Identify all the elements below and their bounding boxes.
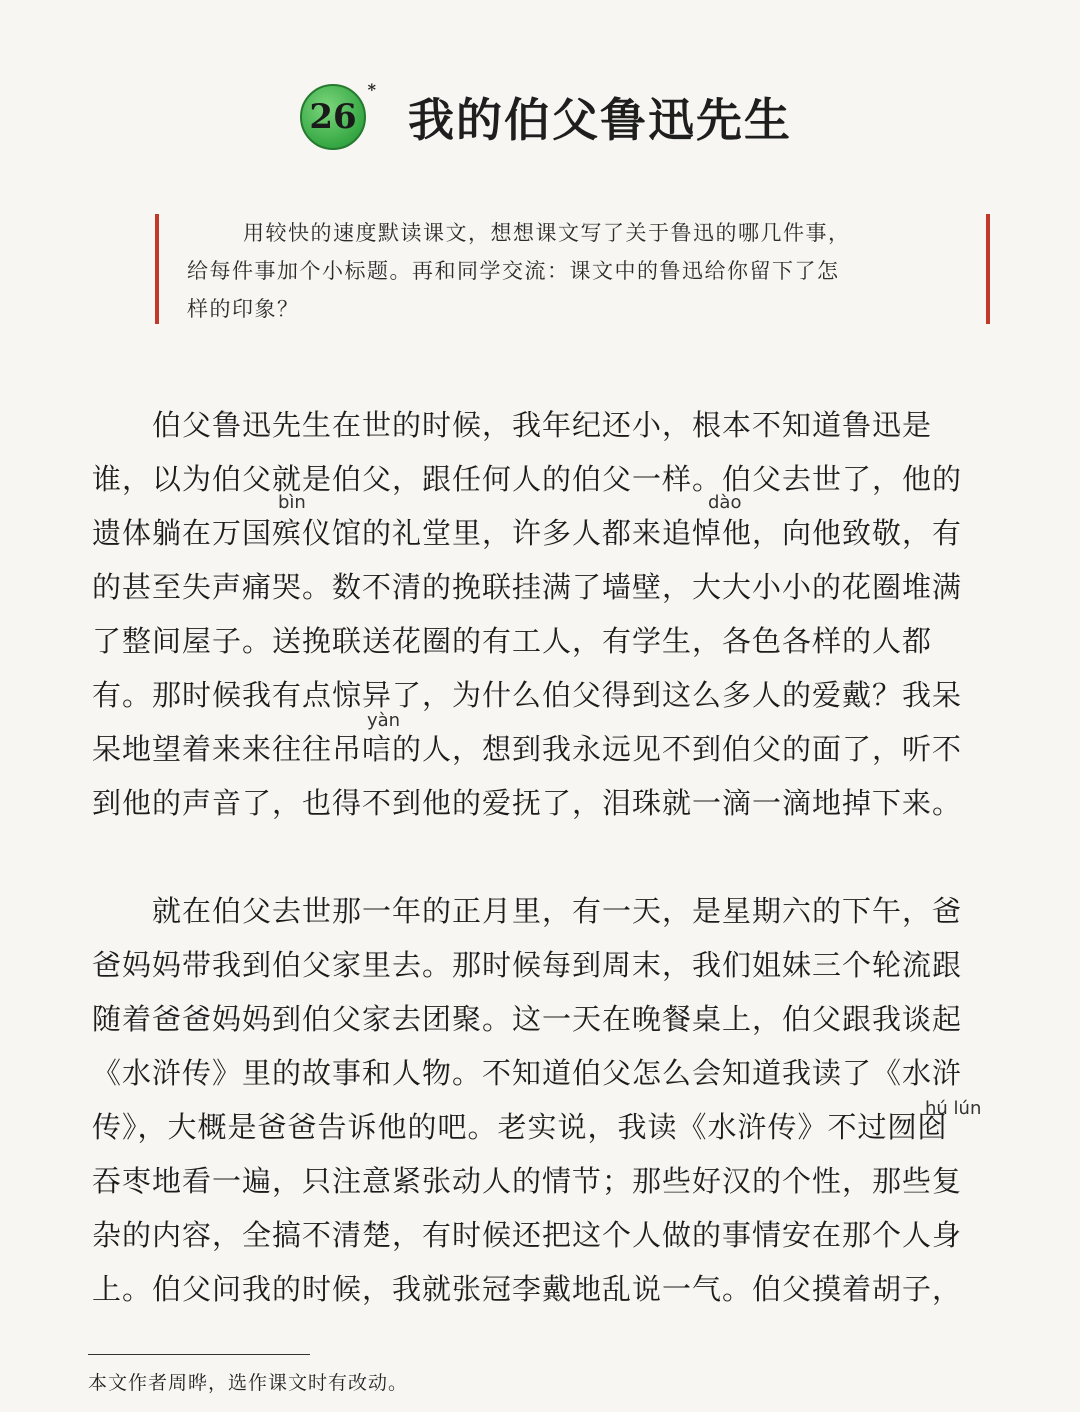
paragraph-2 [92, 884, 992, 1316]
text-line: 就在伯父去世那一年的正月里，有一天，是星期六的下午，爸 [152, 894, 963, 928]
text-line: 呆地望着来来往往吊唁的人，想到我永远见不到伯父的面了，听不 [92, 732, 963, 766]
lesson-title: 我的伯父鲁迅先生 [408, 93, 792, 147]
text-line: 到他的声音了，也得不到他的爱抚了，泪珠就一滴一滴地掉下来。 [92, 786, 963, 820]
text-line: 传》，大概是爸爸告诉他的吧。老实说，我读《水浒传》不过囫囵 [92, 1110, 948, 1144]
pinyin-bin: bìn [278, 492, 306, 513]
prompt-line: 用较快的速度默读课文，想想课文写了关于鲁迅的哪几件事， [243, 221, 851, 245]
prompt-right-bar [986, 214, 990, 324]
footnote-rule [88, 1354, 310, 1355]
lesson-number: 26 [309, 97, 357, 137]
reading-prompt-box [155, 214, 990, 324]
lesson-number-badge [300, 80, 376, 150]
pinyin-hulun: hú lún [925, 1098, 982, 1119]
prompt-left-bar [155, 214, 159, 324]
lesson-star: * [367, 80, 376, 99]
footnote: 本文作者周晔，选作课文时有改动。 [88, 1372, 409, 1394]
pinyin-yan: yàn [367, 710, 401, 731]
text-line: 有。那时候我有点惊异了，为什么伯父得到这么多人的爱戴？我呆 [92, 678, 963, 712]
text-line: 的甚至失声痛哭。数不清的挽联挂满了墙壁，大大小小的花圈堆满 [92, 570, 963, 604]
text-line: 随着爸爸妈妈到伯父家去团聚。这一天在晚餐桌上，伯父跟我谈起 [92, 1002, 963, 1036]
prompt-line: 样的印象？ [187, 297, 300, 321]
lesson-header [300, 82, 792, 152]
text-line: 吞枣地看一遍，只注意紧张动人的情节；那些好汉的个性，那些复 [92, 1164, 963, 1198]
text-line: 遗体躺在万国殡仪馆的礼堂里，许多人都来追悼他，向他致敬，有 [92, 516, 963, 550]
pinyin-dao: dào [708, 492, 742, 513]
text-line: 上。伯父问我的时候，我就张冠李戴地乱说一气。伯父摸着胡子， [92, 1272, 963, 1306]
text-line: 了整间屋子。送挽联送花圈的有工人，有学生，各色各样的人都 [92, 624, 933, 658]
text-line: 伯父鲁迅先生在世的时候，我年纪还小，根本不知道鲁迅是 [152, 408, 933, 442]
prompt-line: 给每件事加个小标题。再和同学交流：课文中的鲁迅给你留下了怎 [187, 259, 840, 283]
text-line: 杂的内容，全搞不清楚，有时候还把这个人做的事情安在那个人身 [92, 1218, 963, 1252]
text-line: 谁，以为伯父就是伯父，跟任何人的伯父一样。伯父去世了，他的 [92, 462, 963, 496]
paragraph-1 [92, 398, 992, 830]
text-line: 爸妈妈带我到伯父家里去。那时候每到周末，我们姐妹三个轮流跟 [92, 948, 963, 982]
text-line: 《水浒传》里的故事和人物。不知道伯父怎么会知道我读了《水浒 [92, 1056, 963, 1090]
prompt-text [187, 214, 957, 328]
